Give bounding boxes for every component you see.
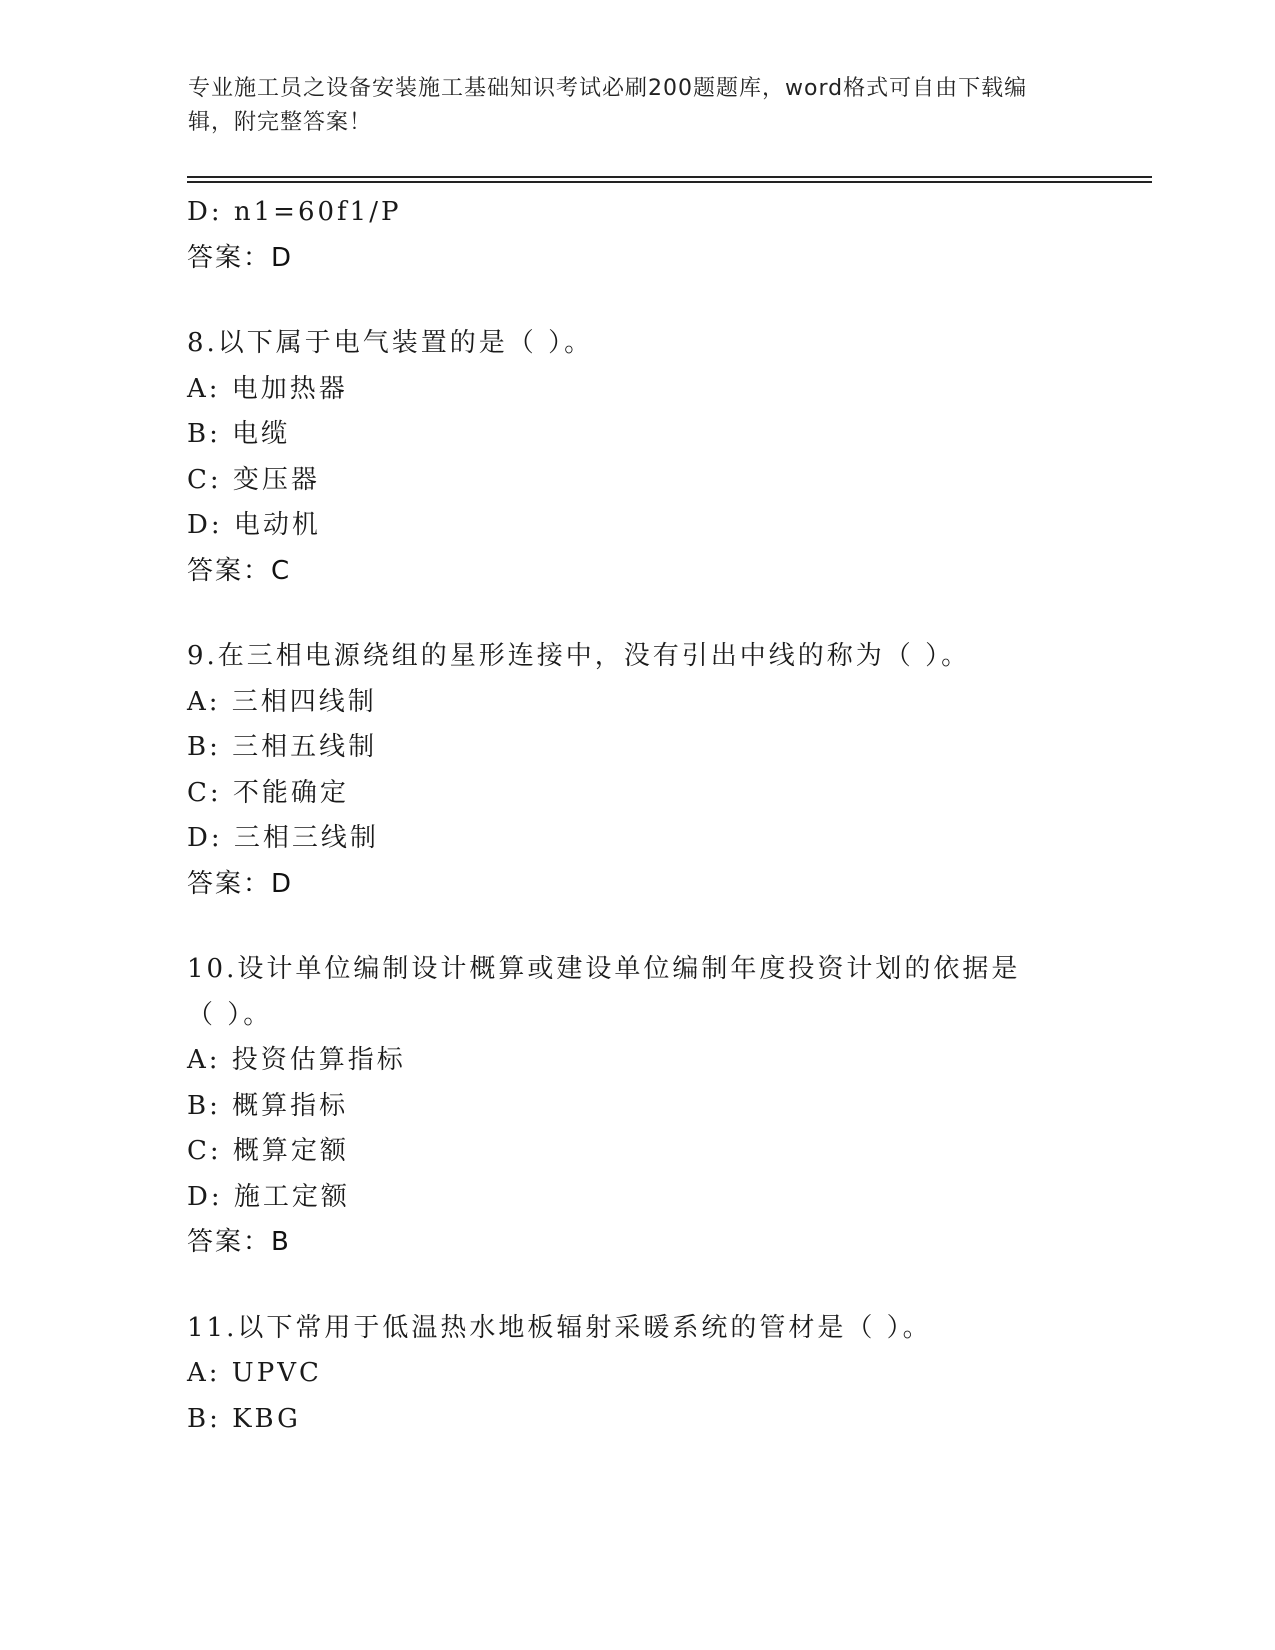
option-b: B: 概算指标 bbox=[187, 1090, 349, 1121]
question-stem: 9.在三相电源绕组的星形连接中，没有引出中线的称为（ ）。 bbox=[187, 641, 971, 671]
answer-value: C bbox=[271, 555, 290, 586]
answer-label: 答案： bbox=[187, 1227, 272, 1257]
option-d: D: n1=60f1/P bbox=[187, 197, 402, 227]
option-d: D: 电动机 bbox=[187, 510, 321, 540]
question-list bbox=[187, 190, 1147, 1442]
question-9 bbox=[187, 634, 1147, 907]
option-c: C: 变压器 bbox=[187, 464, 320, 495]
option-b: B: KBG bbox=[187, 1403, 301, 1434]
question-stem: 11.以下常用于低温热水地板辐射采暖系统的管材是（ ）。 bbox=[187, 1312, 932, 1343]
answer-value: D bbox=[271, 242, 292, 273]
option-d: D: 施工定额 bbox=[187, 1181, 350, 1212]
option-b: B: 电缆 bbox=[187, 419, 291, 449]
answer-line bbox=[187, 236, 1147, 282]
option-a: A: 三相四线制 bbox=[187, 686, 377, 717]
header-rule bbox=[187, 176, 1152, 178]
question-10 bbox=[187, 947, 1147, 1266]
answer-line bbox=[187, 862, 1147, 908]
question-8 bbox=[187, 321, 1147, 594]
option-a: A: UPVC bbox=[187, 1358, 322, 1388]
option-a: A: 电加热器 bbox=[187, 373, 348, 404]
option-c: C: 概算定额 bbox=[187, 1136, 349, 1166]
question-stem: 8.以下属于电气装置的是（ ）。 bbox=[187, 328, 594, 358]
answer-label: 答案： bbox=[187, 555, 272, 586]
answer-label: 答案： bbox=[187, 868, 272, 899]
answer-value: B bbox=[271, 1227, 289, 1257]
header-rule bbox=[187, 181, 1152, 183]
answer-line bbox=[187, 1220, 1147, 1266]
option-b: B: 三相五线制 bbox=[187, 732, 378, 762]
answer-label: 答案： bbox=[187, 242, 272, 273]
option-a: A: 投资估算指标 bbox=[187, 1045, 406, 1075]
option-d: D: 三相三线制 bbox=[187, 823, 379, 853]
question-11 bbox=[187, 1306, 1147, 1443]
page-header: 专业施工员之设备安装施工基础知识考试必刷200题题库，word格式可自由下载编辑，附完整答案！ bbox=[188, 76, 1028, 135]
answer-line bbox=[187, 549, 1147, 595]
question-stem: 10.设计单位编制设计概算或建设单位编制年度投资计划的依据是（ ）。 bbox=[187, 954, 1021, 1030]
option-c: C: 不能确定 bbox=[187, 777, 349, 808]
question-7-continuation bbox=[187, 190, 1147, 281]
answer-value: D bbox=[271, 868, 292, 899]
